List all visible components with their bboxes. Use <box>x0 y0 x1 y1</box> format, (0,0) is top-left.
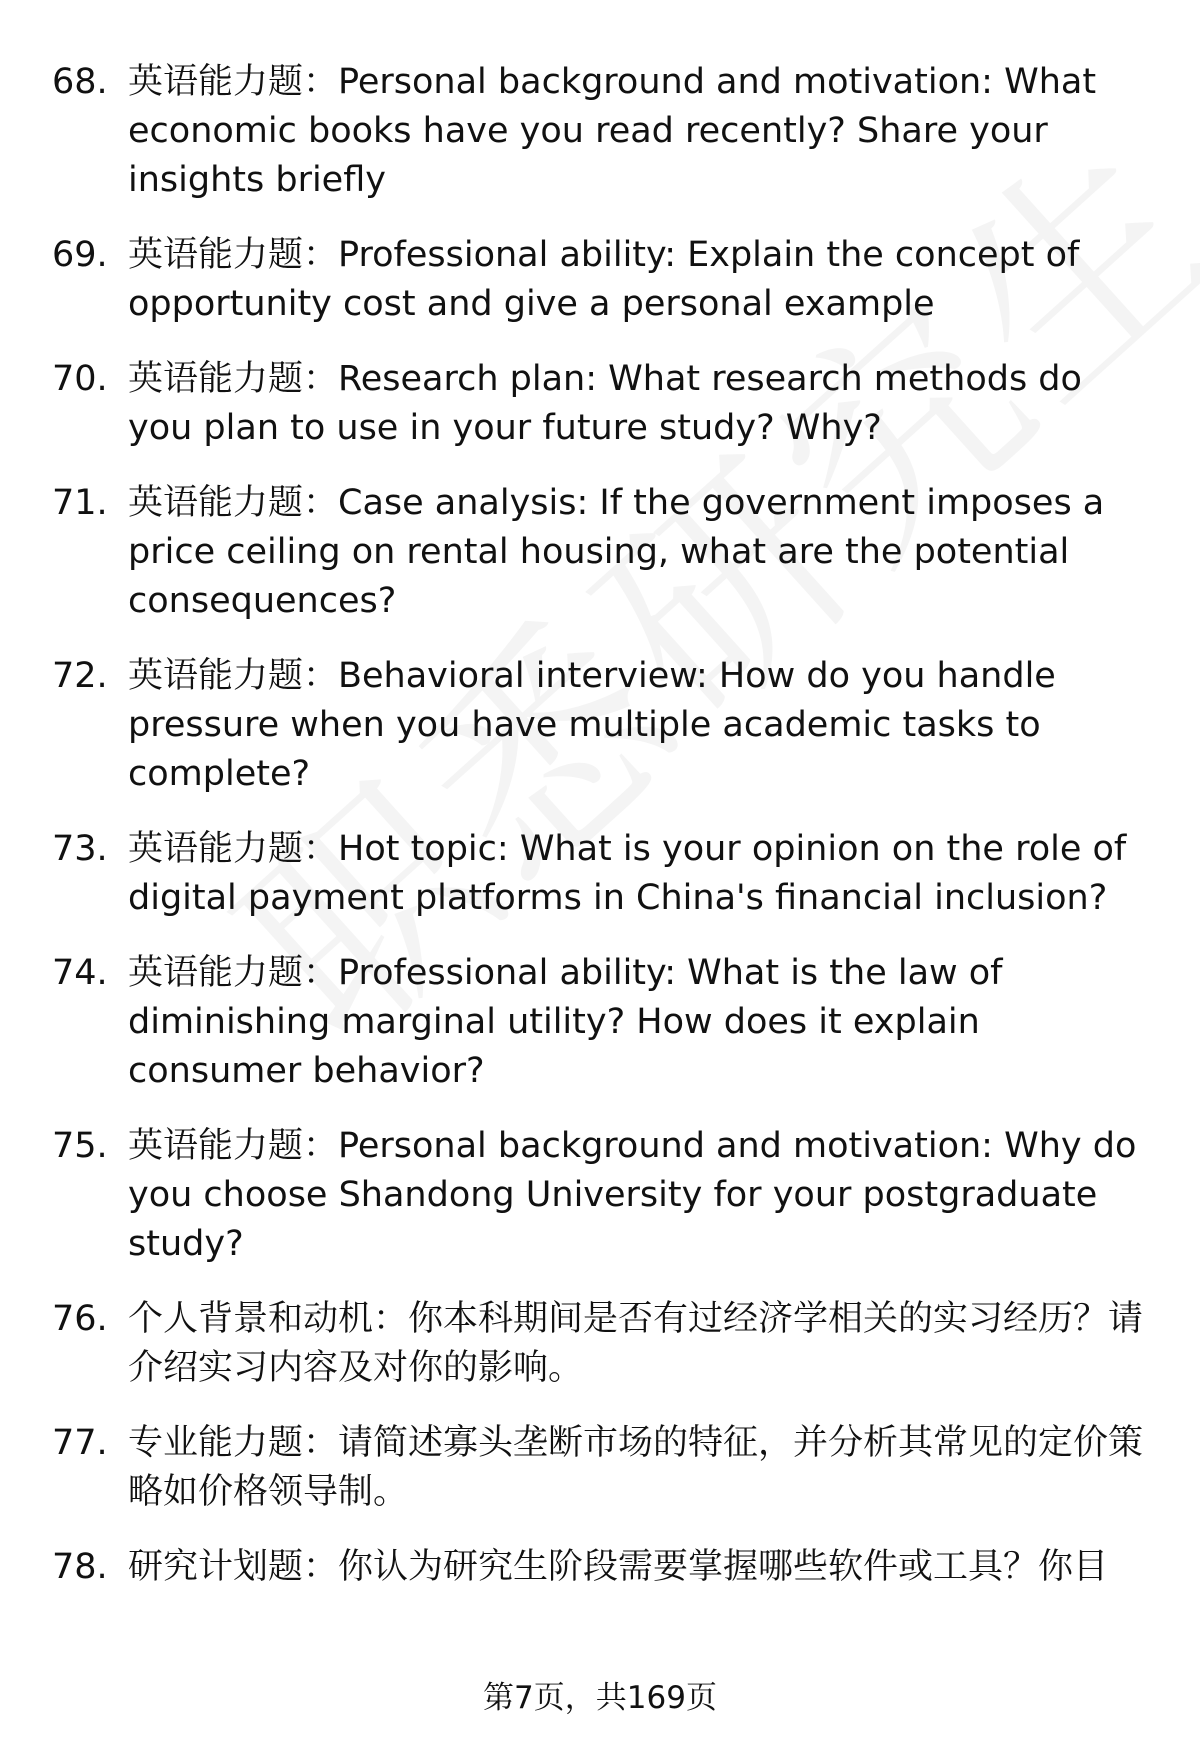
list-item <box>52 1419 1157 1517</box>
list-item <box>52 479 1157 626</box>
question-text: 英语能力题：Professional ability: What is the law of diminishing marginal utility? How does it explain consumer behavior? <box>128 953 1003 1091</box>
question-number: 73. <box>52 829 108 869</box>
question-text: 英语能力题：Case analysis: If the government imposes a price ceiling on rental housing, what are the potential consequences? <box>128 483 1105 621</box>
question-number: 74. <box>52 953 108 993</box>
question-text: 英语能力题：Personal background and motivation: Why do you choose Shandong University for your postgraduate study? <box>128 1126 1137 1264</box>
question-number: 75. <box>52 1126 108 1166</box>
list-item <box>52 58 1157 205</box>
question-number: 68. <box>52 62 108 102</box>
question-text: 英语能力题：Research plan: What research methods do you plan to use in your future study? Why? <box>128 359 1082 448</box>
list-item <box>52 1122 1157 1269</box>
list-item <box>52 1295 1157 1393</box>
question-number: 78. <box>52 1547 108 1587</box>
question-list <box>52 58 1157 1618</box>
question-text: 个人背景和动机：你本科期间是否有过经济学相关的实习经历？请介绍实习内容及对你的影响。 <box>128 1299 1144 1388</box>
list-item <box>52 355 1157 453</box>
question-number: 76. <box>52 1299 108 1339</box>
question-text: 英语能力题：Behavioral interview: How do you handle pressure when you have multiple academic tasks to complete? <box>128 656 1056 794</box>
question-number: 77. <box>52 1423 108 1463</box>
question-text: 英语能力题：Hot topic: What is your opinion on the role of digital payment platforms in China's financial inclusion? <box>128 829 1127 918</box>
list-item <box>52 949 1157 1096</box>
list-item <box>52 1543 1157 1592</box>
question-number: 71. <box>52 483 108 523</box>
list-item <box>52 652 1157 799</box>
list-item <box>52 231 1157 329</box>
list-item <box>52 825 1157 923</box>
question-text: 英语能力题：Personal background and motivation: What economic books have you read recently? Share your insights briefly <box>128 62 1097 200</box>
question-number: 70. <box>52 359 108 399</box>
question-number: 69. <box>52 235 108 275</box>
question-text: 英语能力题：Professional ability: Explain the concept of opportunity cost and give a personal example <box>128 235 1080 324</box>
question-text: 研究计划题：你认为研究生阶段需要掌握哪些软件或工具？你目 <box>128 1547 1109 1587</box>
page-footer: 第7页，共169页 <box>483 1680 717 1716</box>
question-number: 72. <box>52 656 108 696</box>
question-text: 专业能力题：请简述寡头垄断市场的特征，并分析其常见的定价策略如价格领导制。 <box>128 1423 1144 1512</box>
